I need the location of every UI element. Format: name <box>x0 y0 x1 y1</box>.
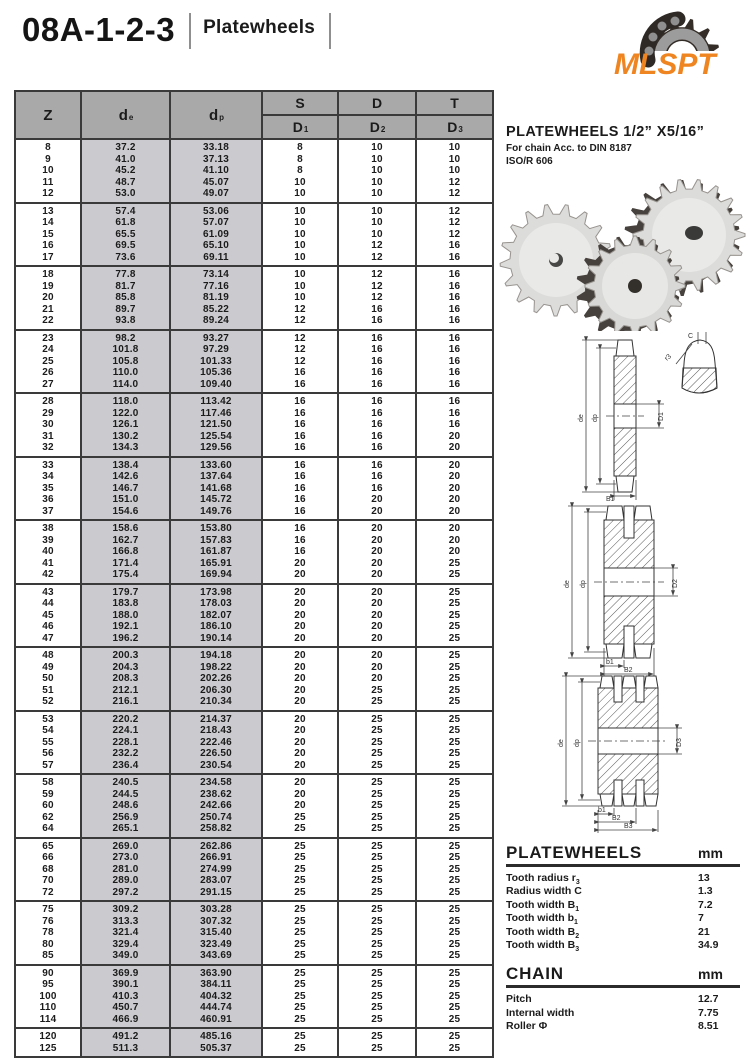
table-cell-col1: 138.4 142.6 146.7 151.0 154.6 <box>82 458 171 520</box>
table-cell-col4: 25 25 25 25 25 <box>339 902 417 964</box>
table-cell-col0: 23 24 25 26 27 <box>16 331 82 393</box>
col-header-d-d2: D D $_2$ <box>339 92 417 138</box>
chain-spec-title: CHAIN mm <box>506 964 740 988</box>
table-cell-col3: 16 16 16 20 20 <box>263 521 339 583</box>
table-cell-col4: 16 16 16 16 16 <box>339 331 417 393</box>
table-cell-col3: 12 12 12 16 16 <box>263 331 339 393</box>
spec-row: Pitch 12.7 <box>506 993 719 1006</box>
dim-label-b3: B3 <box>624 823 633 830</box>
table-cell-col0: 18 19 20 21 22 <box>16 267 82 329</box>
spec-row: Tooth width $B_1$ 7.2 <box>506 898 713 913</box>
dim-label-r3: r3 <box>663 353 673 363</box>
page-title: 08A-1-2-3 <box>22 11 176 48</box>
table-cell-col4: 25 25 25 25 25 <box>339 775 417 837</box>
table-cell-col0: 8 9 10 11 12 <box>16 140 82 202</box>
table-cell-col1: 369.9 390.1 410.3 450.7 466.9 <box>82 966 171 1028</box>
dim-label-dp: dp <box>574 739 581 747</box>
col-header-s-d1: S D $_1$ <box>263 92 339 138</box>
table-cell-col0: 53 54 55 56 57 <box>16 712 82 774</box>
spec-row: Radius width C 1.3 <box>506 885 713 898</box>
table-cell-col2: 113.42 117.46 121.50 125.54 129.56 <box>171 394 263 456</box>
dim-label-b1: b1 <box>598 807 606 814</box>
table-cell-col3: 20 20 20 20 20 <box>263 585 339 647</box>
sprockets-photo <box>498 176 746 331</box>
table-cell-col3: 25 25 25 25 25 <box>263 839 339 901</box>
right-panel-heading: PLATEWHEELS 1/2” X5/16” <box>506 124 705 140</box>
table-cell-col4: 20 20 20 25 25 <box>339 648 417 710</box>
table-cell-col3: 10 10 10 12 12 <box>263 267 339 329</box>
table-cell-col5: 16 16 16 20 20 <box>448 396 461 453</box>
table-cell-col1: 240.5 244.5 248.6 256.9 265.1 <box>82 775 171 837</box>
table-group-row <box>16 519 492 583</box>
chain-spec-rows <box>506 993 740 1033</box>
col-header-de: d $_e$ <box>82 92 171 138</box>
table-cell-col0: 90 95 100 110 114 <box>16 966 82 1028</box>
table-cell-col3: 25 25 25 25 25 <box>263 966 339 1028</box>
table-cell-col2: 33.18 37.13 41.10 45.07 49.07 <box>171 140 263 202</box>
table-cell-col3: 20 20 20 20 20 <box>263 712 339 774</box>
dim-label-b2: B2 <box>612 815 621 822</box>
col-header-z: Z <box>16 92 82 138</box>
table-cell-col2: 53.06 57.07 61.09 65.10 69.11 <box>171 204 263 266</box>
table-cell-col5: 12 12 12 16 16 <box>448 205 461 263</box>
table-cell-col1: 158.6 162.7 166.8 171.4 175.4 <box>82 521 171 583</box>
table-cell-col2: 93.27 97.29 101.33 105.36 109.40 <box>171 331 263 393</box>
tooth-detail <box>664 332 717 393</box>
table-header <box>16 92 492 140</box>
right-panel-line1: For chain Acc. to DIN 8187 <box>506 143 632 154</box>
table-cell-col3: 20 20 20 20 20 <box>263 648 339 710</box>
table-cell-col1: 179.7 183.8 188.0 192.1 196.2 <box>82 585 171 647</box>
spec-lists <box>506 843 740 1034</box>
table-cell-col4: 25 25 25 25 25 <box>339 966 417 1028</box>
dim-label-d1: D1 <box>658 412 665 421</box>
table-cell-col0: 65 66 68 70 72 <box>16 839 82 901</box>
table-cell-col3: 16 16 16 16 16 <box>263 458 339 520</box>
table-group-row <box>16 329 492 393</box>
drawing-duplex <box>542 498 737 678</box>
table-cell-col0: 58 59 60 62 64 <box>16 775 82 837</box>
platewheels-spec-rows <box>506 872 740 952</box>
table-cell-col2: 194.18 198.22 202.26 206.30 210.34 <box>171 648 263 710</box>
table-group-row <box>16 773 492 837</box>
table-cell-col4: 25 25 25 25 25 <box>339 712 417 774</box>
table-cell-col5: 10 10 10 12 12 <box>448 142 461 199</box>
spec-row: Tooth radius $r_3$ 13 <box>506 872 710 887</box>
table-cell-col5: 25 25 25 25 25 <box>448 650 461 707</box>
dim-label-de: de <box>564 580 571 588</box>
table-cell-col5: 20 20 20 20 20 <box>448 459 461 517</box>
table-cell-col2: 133.60 137.64 141.68 145.72 149.76 <box>171 458 263 520</box>
dim-label-de: de <box>578 414 585 422</box>
spec-row: Roller Φ 8.51 <box>506 1020 719 1033</box>
spec-row: Tooth width $B_2$ 21 <box>506 925 710 940</box>
table-cell-col4: 25 25 <box>339 1029 417 1056</box>
right-panel-line2: ISO/R 606 <box>506 156 553 167</box>
table-cell-col4: 16 16 16 16 16 <box>339 394 417 456</box>
table-cell-col0: 28 29 30 31 32 <box>16 394 82 456</box>
spec-row: Tooth width $b_1$ 7 <box>506 912 704 927</box>
table-cell-col5: 25 25 <box>448 1031 461 1054</box>
header-divider-2 <box>329 13 331 49</box>
table-cell-col4: 10 10 10 12 12 <box>339 204 417 266</box>
table-cell-col5: 25 25 25 25 25 <box>448 904 461 961</box>
col-header-dp: d $_p$ <box>171 92 263 138</box>
dim-label-dp: dp <box>592 414 599 422</box>
table-group-row <box>16 202 492 266</box>
table-cell-col2: 303.28 307.32 315.40 323.49 343.69 <box>171 902 263 964</box>
drawing-triplex <box>538 670 743 835</box>
page-header <box>22 10 331 50</box>
table-group-row <box>16 456 492 520</box>
table-cell-col0: 120 125 <box>16 1029 82 1056</box>
table-cell-col0: 43 44 45 46 47 <box>16 585 82 647</box>
table-cell-col2: 214.37 218.43 222.46 226.50 230.54 <box>171 712 263 774</box>
table-cell-col1: 200.3 204.3 208.3 212.1 216.1 <box>82 648 171 710</box>
table-group-row <box>16 646 492 710</box>
table-group-row <box>16 140 492 202</box>
table-cell-col3: 10 10 10 10 10 <box>263 204 339 266</box>
table-cell-col5: 16 16 16 16 16 <box>448 332 461 390</box>
dim-label-d3: D3 <box>676 738 683 747</box>
table-cell-col3: 8 8 8 10 10 <box>263 140 339 202</box>
platewheels-spec-title: PLATEWHEELS mm <box>506 843 740 867</box>
table-cell-col4: 12 12 12 16 16 <box>339 267 417 329</box>
dim-label-d2: D2 <box>672 579 679 588</box>
table-cell-col3: 25 25 <box>263 1029 339 1056</box>
table-cell-col1: 309.2 313.3 321.4 329.4 349.0 <box>82 902 171 964</box>
table-cell-col5: 25 25 25 25 25 <box>448 586 461 644</box>
spec-row: Internal width 7.75 <box>506 1006 719 1019</box>
table-cell-col5: 25 25 25 25 25 <box>448 777 461 834</box>
table-cell-col5: 25 25 25 25 25 <box>448 713 461 771</box>
table-cell-col1: 220.2 224.1 228.1 232.2 236.4 <box>82 712 171 774</box>
table-cell-col5: 20 20 20 25 25 <box>448 523 461 580</box>
dim-label-de: de <box>558 739 565 747</box>
table-cell-col0: 38 39 40 41 42 <box>16 521 82 583</box>
table-cell-col2: 73.14 77.16 81.19 85.22 89.24 <box>171 267 263 329</box>
table-group-row <box>16 583 492 647</box>
drawing-single <box>552 330 747 502</box>
page-subtitle: Platewheels <box>203 17 316 38</box>
dim-label-c: C <box>688 333 694 340</box>
table-cell-col5: 25 25 25 25 25 <box>448 840 461 898</box>
table-group-row <box>16 265 492 329</box>
table-group-row <box>16 710 492 774</box>
table-cell-col4: 16 16 16 20 20 <box>339 458 417 520</box>
table-cell-col0: 13 14 15 16 17 <box>16 204 82 266</box>
table-group-row <box>16 1027 492 1056</box>
dim-label-dp: dp <box>580 580 587 588</box>
table-cell-col3: 25 25 25 25 25 <box>263 902 339 964</box>
table-cell-col1: 118.0 122.0 126.1 130.2 134.3 <box>82 394 171 456</box>
table-cell-col5: 16 16 16 16 16 <box>448 269 461 326</box>
table-cell-col4: 10 10 10 10 10 <box>339 140 417 202</box>
table-cell-col2: 485.16 505.37 <box>171 1029 263 1056</box>
table-cell-col1: 98.2 101.8 105.8 110.0 114.0 <box>82 331 171 393</box>
table-cell-col3: 16 16 16 16 16 <box>263 394 339 456</box>
table-cell-col4: 20 20 20 20 20 <box>339 585 417 647</box>
logo-text: MLSPT <box>614 48 716 78</box>
table-cell-col4: 25 25 25 25 25 <box>339 839 417 901</box>
brand-logo <box>606 4 740 78</box>
dim-label-b2: B2 <box>624 667 633 674</box>
table-cell-col1: 37.2 41.0 45.2 48.7 53.0 <box>82 140 171 202</box>
table-cell-col0: 48 49 50 51 52 <box>16 648 82 710</box>
table-cell-col2: 153.80 157.83 161.87 165.91 169.94 <box>171 521 263 583</box>
spec-row: Tooth width $B_3$ 34.9 <box>506 938 719 954</box>
table-group-row <box>16 964 492 1028</box>
dim-label-b1: B1 <box>606 496 615 502</box>
col-header-t-d3: T D $_3$ <box>417 92 492 138</box>
table-cell-col0: 75 76 78 80 85 <box>16 902 82 964</box>
table-cell-col1: 77.8 81.7 85.8 89.7 93.8 <box>82 267 171 329</box>
table-cell-col2: 173.98 178.03 182.07 186.10 190.14 <box>171 585 263 647</box>
table-group-row <box>16 837 492 901</box>
table-cell-col1: 57.4 61.8 65.5 69.5 73.6 <box>82 204 171 266</box>
table-cell-col5: 25 25 25 25 25 <box>448 967 461 1025</box>
table-cell-col2: 234.58 238.62 242.66 250.74 258.82 <box>171 775 263 837</box>
table-cell-col0: 33 34 35 36 37 <box>16 458 82 520</box>
table-cell-col1: 491.2 511.3 <box>82 1029 171 1056</box>
table-cell-col2: 363.90 384.11 404.32 444.74 460.91 <box>171 966 263 1028</box>
table-group-row <box>16 392 492 456</box>
table-body <box>16 140 492 1056</box>
table-cell-col1: 269.0 273.0 281.0 289.0 297.2 <box>82 839 171 901</box>
table-cell-col2: 262.86 266.91 274.99 283.07 291.15 <box>171 839 263 901</box>
platewheels-table <box>14 90 494 1058</box>
dim-label-b1: b1 <box>606 659 614 666</box>
table-cell-col3: 20 20 20 25 25 <box>263 775 339 837</box>
header-divider <box>189 13 191 49</box>
table-cell-col4: 20 20 20 20 20 <box>339 521 417 583</box>
table-group-row <box>16 900 492 964</box>
